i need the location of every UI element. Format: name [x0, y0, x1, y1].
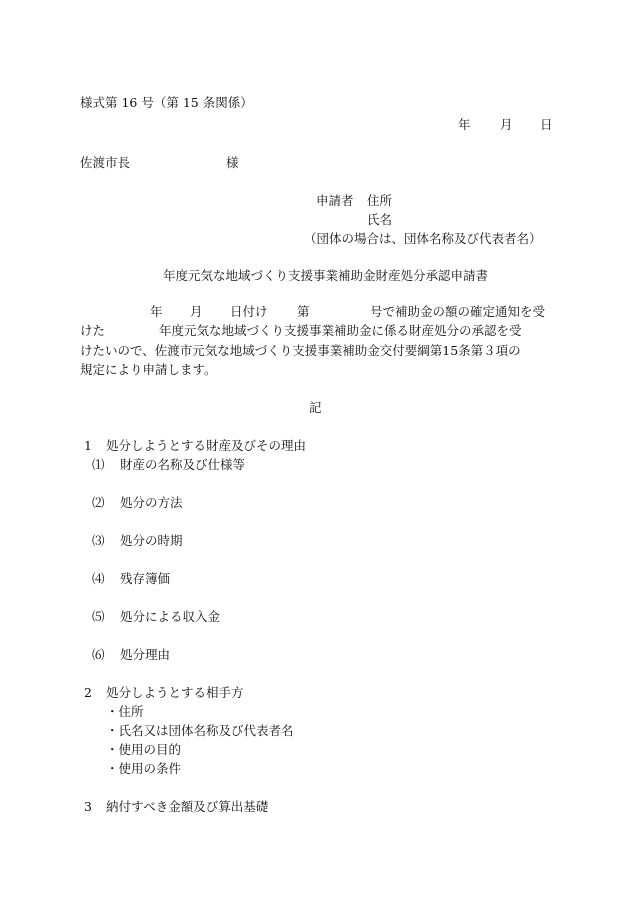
date-month-label: 月 — [500, 117, 513, 132]
section-2-bullet-name: ・氏名又は団体名称及び代表者名 — [106, 723, 294, 738]
item-number: ⑹ — [92, 647, 105, 662]
form-number: 様式第 16 号（第 15 条関係） — [80, 95, 253, 110]
section-2-number: 2 — [84, 685, 92, 700]
body-day-dated: 日付け — [230, 304, 268, 319]
section-2-heading: 処分しようとする相手方 — [106, 685, 244, 700]
section-3-number: 3 — [84, 799, 92, 814]
item-text: 処分の方法 — [120, 495, 183, 510]
body-year: 年 — [150, 304, 163, 319]
item-number: ⑸ — [92, 609, 105, 624]
item-number: ⑷ — [92, 571, 105, 586]
section-1-number: 1 — [84, 438, 92, 453]
ki-heading: 記 — [309, 400, 322, 415]
item-number: ⑴ — [92, 457, 105, 472]
item-text: 財産の名称及び仕様等 — [120, 457, 246, 472]
body-line4: 規定により申請します。 — [80, 362, 217, 377]
section-2-bullet-purpose: ・使用の目的 — [106, 742, 182, 757]
section-3-heading: 納付すべき金額及び算出基礎 — [106, 799, 269, 814]
section-2-bullet-conditions: ・使用の条件 — [106, 761, 182, 776]
section-1-item-5 — [92, 609, 221, 624]
body-month: 月 — [190, 304, 203, 319]
applicant-name-label: 氏名 — [367, 212, 393, 227]
applicant-note: （団体の場合は、団体名称及び代表者名） — [304, 231, 542, 246]
addressee-name: 佐渡市長 — [80, 155, 131, 170]
body-line2-rest: 年度元気な地域づくり支援事業補助金に係る財産処分の承認を受 — [159, 323, 522, 338]
section-1-item-2 — [92, 495, 183, 510]
applicant-label: 申請者 — [316, 193, 354, 208]
item-number: ⑵ — [92, 495, 105, 510]
body-line1-rest: 号で補助金の額の確定通知を受 — [370, 304, 546, 319]
date-year-label: 年 — [458, 117, 471, 132]
date-day-label: 日 — [540, 117, 553, 132]
section-1-item-1 — [92, 457, 246, 472]
body-line2-start: けた — [80, 323, 106, 338]
document-title: 年度元気な地域づくり支援事業補助金財産処分承認申請書 — [163, 268, 489, 283]
body-line3: けたいので、佐渡市元気な地域づくり支援事業補助金交付要綱第15条第３項の — [80, 343, 521, 358]
item-text: 処分理由 — [120, 647, 171, 662]
item-text: 残存簿価 — [120, 571, 171, 586]
section-1-item-4 — [92, 571, 171, 586]
body-dai: 第 — [297, 304, 310, 319]
addressee-honorific: 様 — [226, 155, 239, 170]
item-text: 処分の時期 — [120, 533, 183, 548]
item-number: ⑶ — [92, 533, 105, 548]
section-1-item-3 — [92, 533, 183, 548]
item-text: 処分による収入金 — [120, 609, 221, 624]
section-1-heading: 処分しようとする財産及びその理由 — [106, 438, 307, 453]
applicant-address-label: 住所 — [367, 193, 393, 208]
section-2-bullet-address: ・住所 — [106, 704, 144, 719]
section-1-item-6 — [92, 647, 171, 662]
